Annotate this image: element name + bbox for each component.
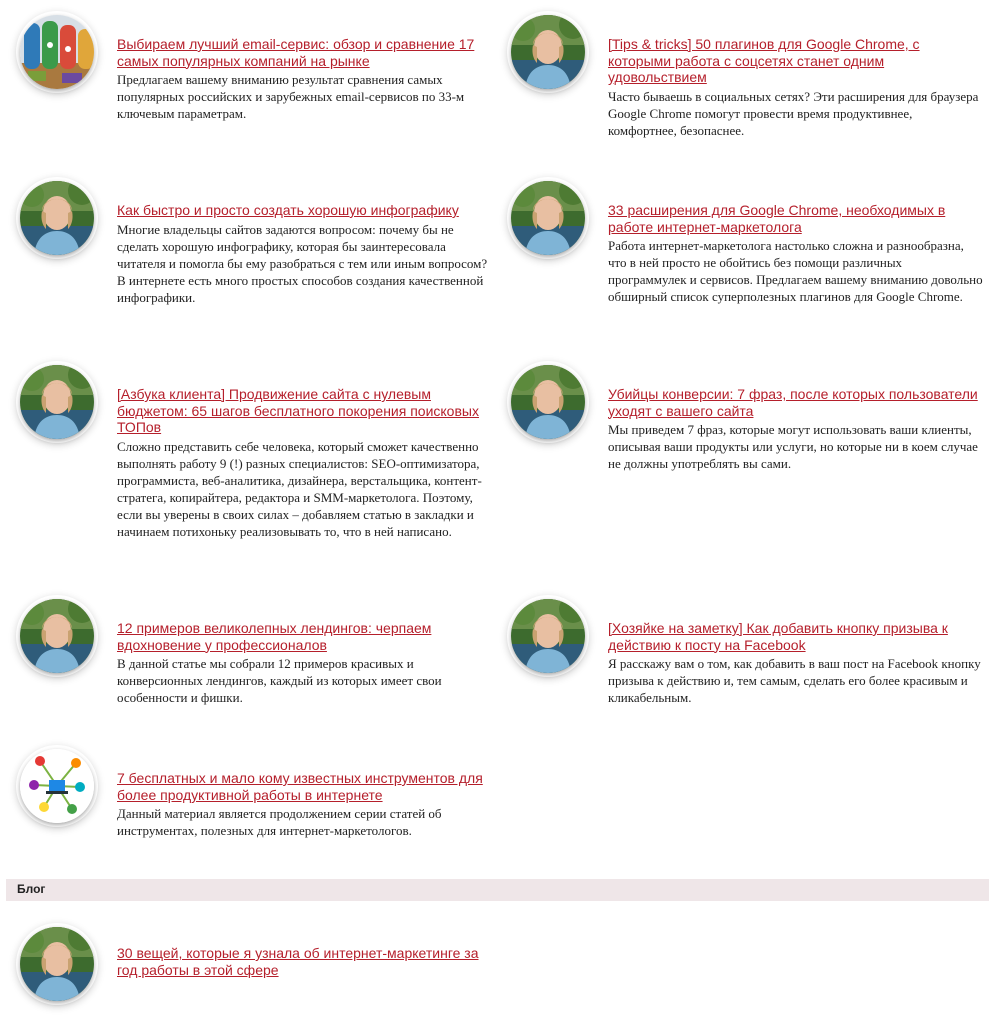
article-content bbox=[608, 202, 983, 305]
article-description: Я расскажу вам о том, как добавить в ваш пост на Facebook кнопку призыва к действию и, тем самым, сделать его более красивым и кликабельным. bbox=[608, 656, 981, 705]
article-description: В данной статье мы собрали 12 примеров красивых и конверсионных лендингов, каждый из которых имеет свои особенности и фишки. bbox=[117, 656, 442, 705]
author-photo[interactable] bbox=[20, 365, 94, 439]
article-description: Данный материал является продолжением серии статей об инструментах, полезных для интернет-маркетологов. bbox=[117, 806, 442, 838]
tools-collage-image[interactable] bbox=[20, 749, 94, 823]
article-description: Мы приведем 7 фраз, которые могут использовать ваши клиенты, описывая ваши продукты или услуги, но которые ни в коем случае не должны употреблять вы сами. bbox=[608, 422, 978, 471]
article-content bbox=[117, 770, 492, 839]
author-photo[interactable] bbox=[20, 599, 94, 673]
article-title-link[interactable]: Выбираем лучший email-сервис: обзор и сравнение 17 самых популярных компаний на рынке bbox=[117, 36, 475, 69]
author-photo[interactable] bbox=[511, 15, 585, 89]
article-title-link[interactable]: [Tips & tricks] 50 плагинов для Google Chrome, с которыми работа с соцсетях станет одним удовольствием bbox=[608, 36, 920, 85]
article-content bbox=[117, 386, 492, 540]
article-description: Часто бываешь в социальных сетях? Эти расширения для браузера Google Chrome помогут провести время продуктивнее, комфортнее, безопаснее. bbox=[608, 88, 979, 138]
section-label: Блог bbox=[17, 882, 46, 896]
article-content bbox=[608, 386, 983, 472]
article-content bbox=[117, 620, 492, 706]
article-title-link[interactable]: 30 вещей, которые я узнала об интернет-маркетинге за год работы в этой сфере bbox=[117, 945, 479, 978]
article-description: Работа интернет-маркетолога настолько сложна и разнообразна, что в ней просто не обойтись без помощи различных программулек и сервисов. Предлагаем вашему вниманию довольно обширный список суперполезных плагинов для Google Chrome. bbox=[608, 238, 983, 304]
article-title-link[interactable]: 7 бесплатных и мало кому известных инструментов для более продуктивной работы в интернете bbox=[117, 770, 483, 803]
article-title-link[interactable]: Как быстро и просто создать хорошую инфографику bbox=[117, 202, 459, 218]
article-title-link[interactable]: 33 расширения для Google Chrome, необходимых в работе интернет-маркетолога bbox=[608, 202, 946, 235]
article-content bbox=[117, 945, 492, 980]
article-description: Сложно представить себе человека, который сможет качественно выполнять работу 9 (!) разных специалистов: SEO-оптимизатора, программиста, веб-аналитика, дизайнера, верстальщика, контент-стратега, копирайтера, редактора и SMM-маркетолога. Поэтому, если вы уверены в своих силах – добавляем статью в закладки и начинаем потихоньку реализовывать то, что в ней написано. bbox=[117, 438, 482, 539]
article-title-link[interactable]: Убийцы конверсии: 7 фраз, после которых пользователи уходят с вашего сайта bbox=[608, 386, 978, 419]
article-content bbox=[117, 202, 492, 306]
article-content bbox=[608, 620, 983, 706]
author-photo[interactable] bbox=[511, 181, 585, 255]
mailboxes-image[interactable] bbox=[20, 15, 94, 89]
article-content bbox=[608, 36, 983, 139]
author-photo[interactable] bbox=[511, 365, 585, 439]
author-photo[interactable] bbox=[511, 599, 585, 673]
author-photo[interactable] bbox=[20, 927, 94, 1001]
article-title-link[interactable]: 12 примеров великолепных лендингов: черпаем вдохновение у профессионалов bbox=[117, 620, 432, 653]
article-title-link[interactable]: [Азбука клиента] Продвижение сайта с нулевым бюджетом: 65 шагов бесплатного покорения поисковых ТОПов bbox=[117, 386, 479, 435]
article-description: Многие владельцы сайтов задаются вопросом: почему бы не сделать хорошую инфографику, которая бы заинтересовала читателя и помогла бы ему разобраться с тем или иным вопросом? В интернете есть много простых способов создания качественной инфографики. bbox=[117, 221, 488, 305]
article-content bbox=[117, 36, 492, 122]
article-description: Предлагаем вашему вниманию результат сравнения самых популярных российских и зарубежных email-сервисов по 33-м ключевым параметрам. bbox=[117, 72, 465, 121]
author-photo[interactable] bbox=[20, 181, 94, 255]
blog-section-header bbox=[6, 879, 989, 901]
article-title-link[interactable]: [Хозяйке на заметку] Как добавить кнопку призыва к действию к посту на Facebook bbox=[608, 620, 948, 653]
